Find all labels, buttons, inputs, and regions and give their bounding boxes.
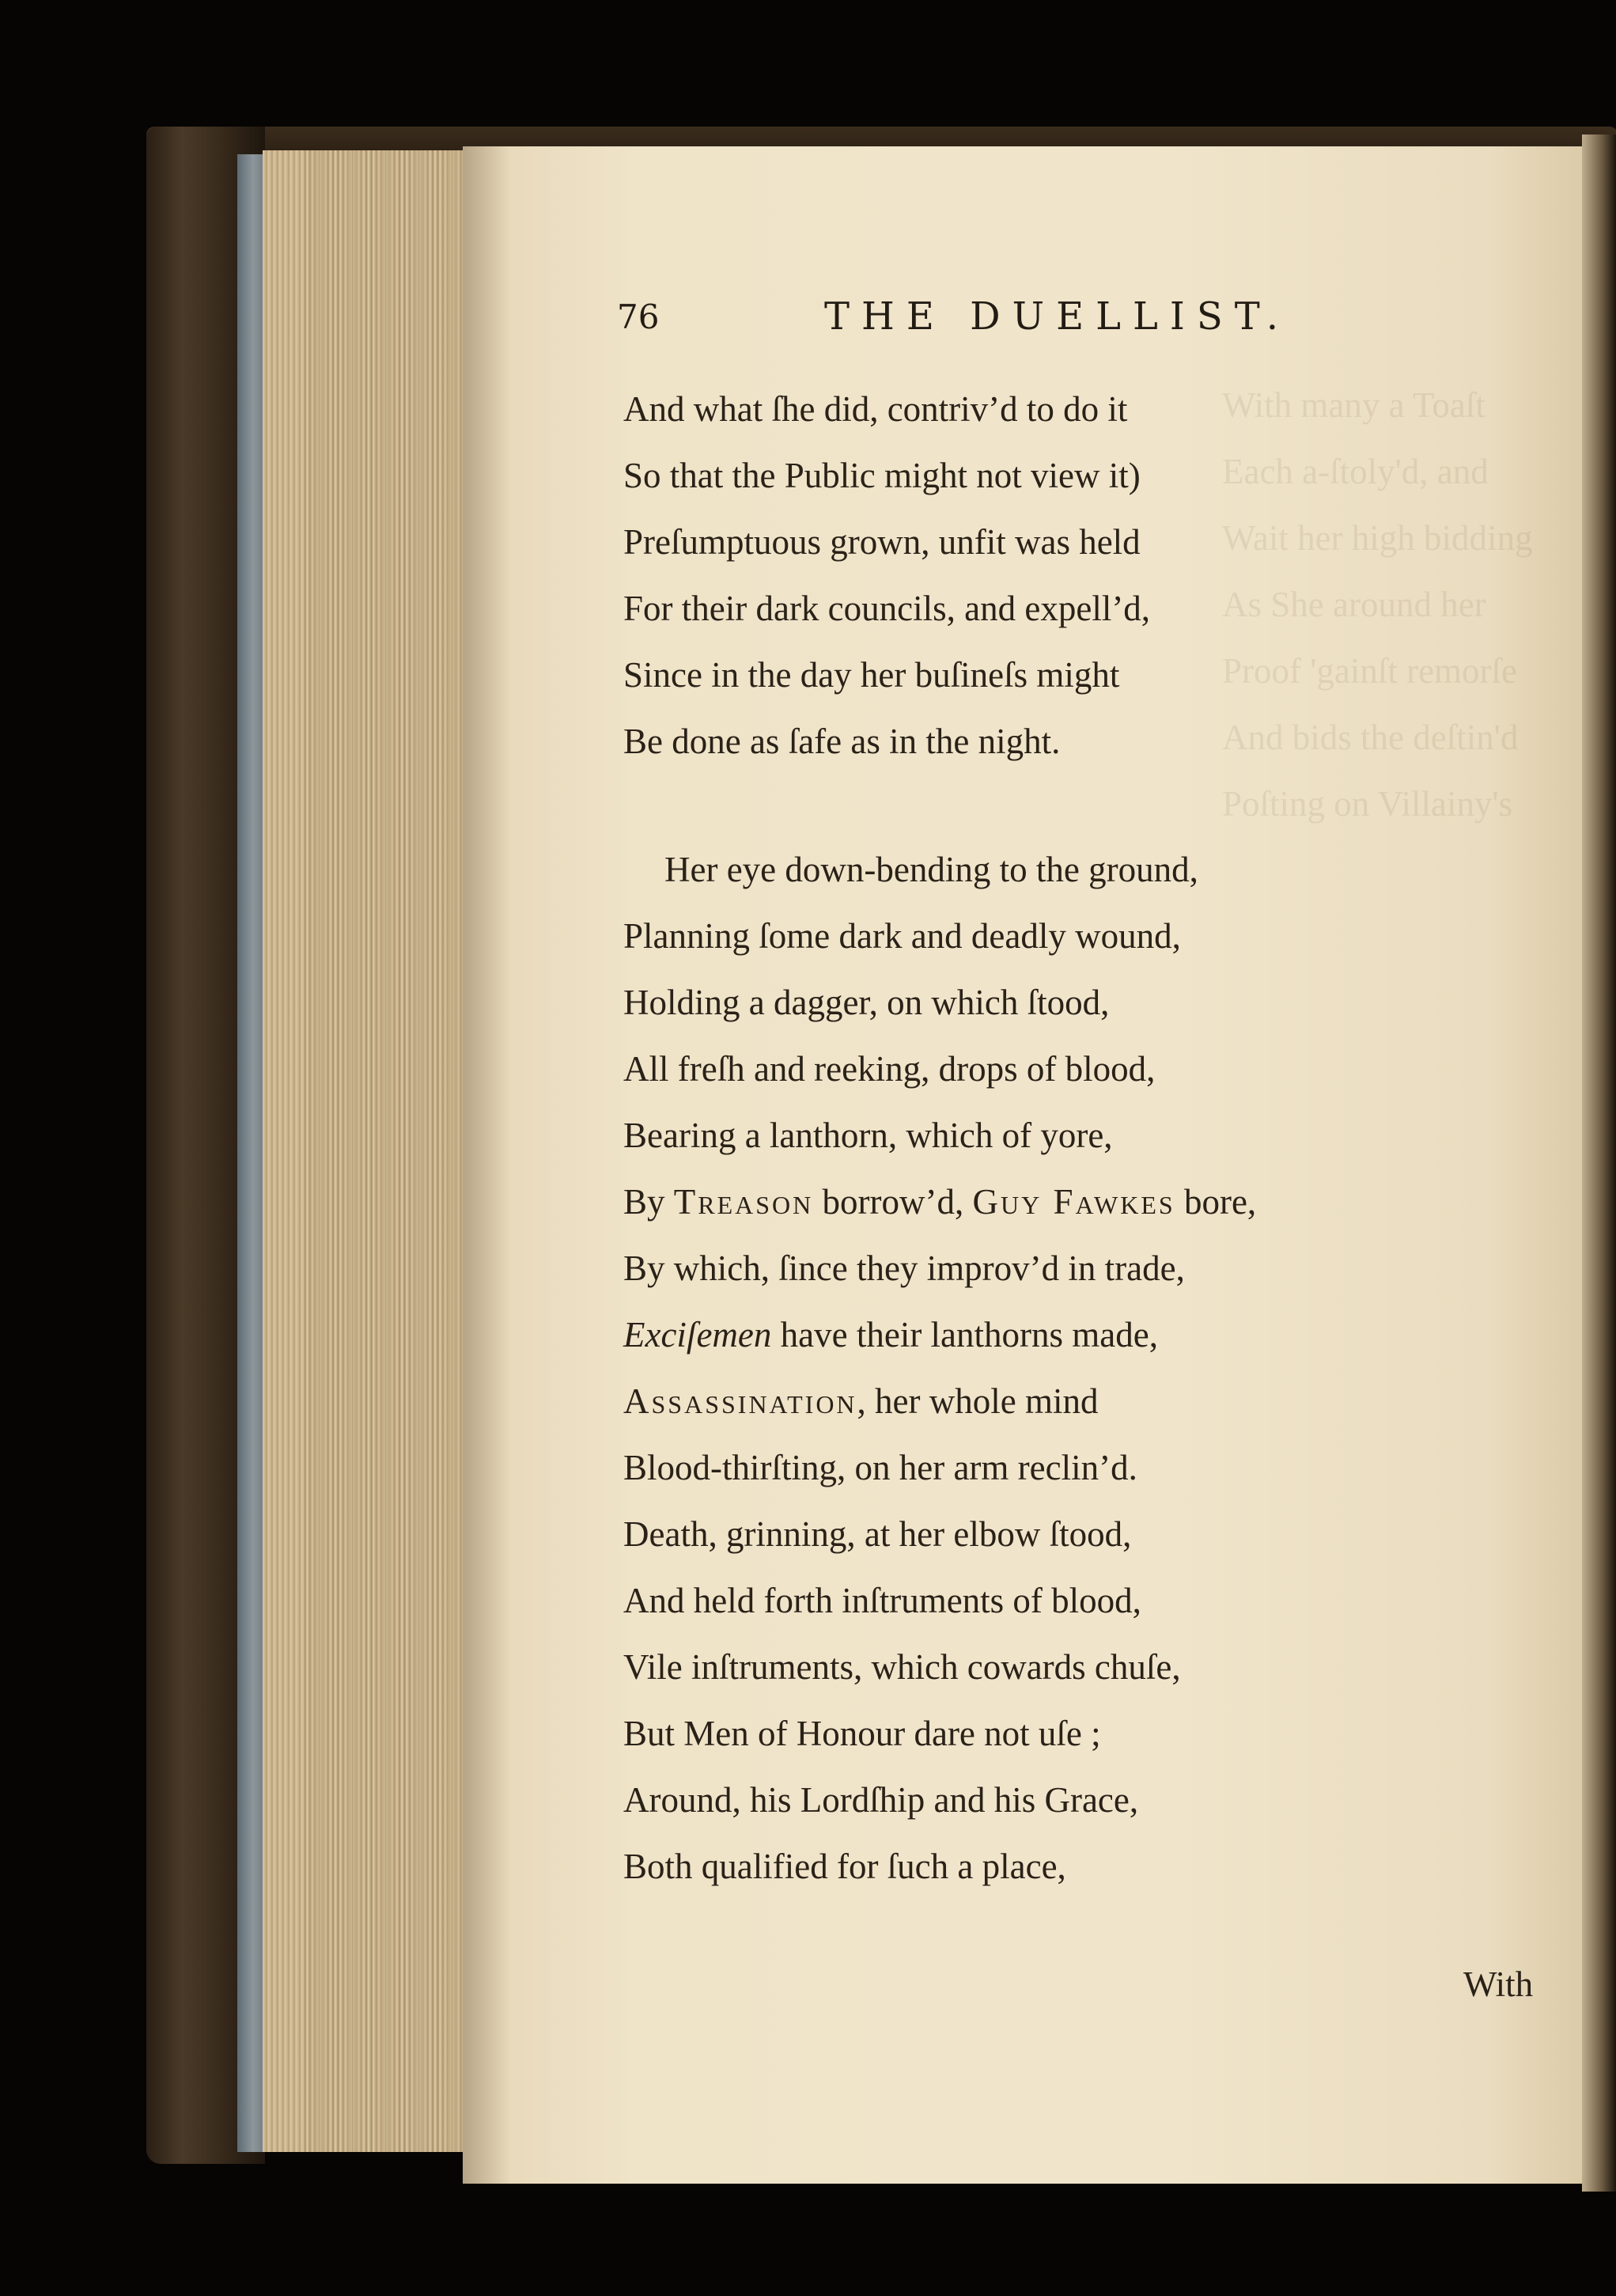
- show-through-text: With many a Toaſt Each a-ſtoly'd, and Wait her high bidding As She around her Proof 'gainſt remorſe And bids the deſtin'd Poſting on Villainy's: [1222, 385, 1533, 824]
- italic-word-excisemen: Exciſemen: [623, 1315, 772, 1354]
- poem-body: [623, 376, 1493, 1900]
- stanza-2: [623, 836, 1493, 1900]
- verse-line: [623, 1368, 1493, 1434]
- verse-line: Preſumptuous grown, unfit was held: [623, 522, 1141, 562]
- small-caps-name-treason: Treason: [673, 1182, 814, 1222]
- verse-line: Death, grinning, at her elbow ſtood,: [623, 1514, 1132, 1554]
- verse-line: [623, 1169, 1493, 1235]
- small-caps-name-assassination: Assassination: [623, 1381, 857, 1421]
- stanza-1: [623, 376, 1493, 775]
- verse-line: Since in the day her buſineſs might: [623, 655, 1120, 695]
- running-head: THE DUELLIST.: [824, 294, 1290, 339]
- verse-text: , her whole mind: [857, 1381, 1099, 1421]
- stanza-break: [623, 775, 1493, 836]
- verse-line: Planning ſome dark and deadly wound,: [623, 916, 1181, 956]
- verse-line: And what ſhe did, contriv’d to do it: [623, 389, 1128, 429]
- page-block-texture: [305, 150, 463, 2152]
- verse-text: By: [623, 1182, 674, 1222]
- small-caps-name-guy-fawkes: Guy Fawkes: [972, 1182, 1175, 1222]
- catchword: With: [1463, 1964, 1534, 2004]
- gutter-shadow: [463, 146, 510, 2184]
- page-number: 76: [617, 297, 660, 336]
- verse-line: [623, 1301, 1493, 1368]
- verse-text: have their lanthorns made,: [771, 1315, 1158, 1354]
- verse-line: Her eye down-bending to the ground,: [664, 850, 1198, 889]
- verse-line: So that the Public might not view it): [623, 456, 1141, 495]
- verse-line: All freſh and reeking, drops of blood,: [623, 1049, 1156, 1089]
- verse-line: For their dark councils, and expell’d,: [623, 589, 1151, 628]
- verse-line: But Men of Honour dare not uſe ;: [623, 1714, 1101, 1753]
- verse-text: bore,: [1175, 1182, 1257, 1222]
- verse-line: And held forth inſtruments of blood,: [623, 1581, 1141, 1620]
- verse-line: Blood-thirſting, on her arm reclin’d.: [623, 1448, 1137, 1487]
- verse-line: Both qualified for ſuch a place,: [623, 1847, 1066, 1886]
- verse-line: Holding a dagger, on which ſtood,: [623, 983, 1110, 1022]
- verse-line: Vile inſtruments, which cowards chuſe,: [623, 1647, 1181, 1687]
- verse-text: borrow’d,: [813, 1182, 973, 1222]
- verse-line: Bearing a lanthorn, which of yore,: [623, 1116, 1113, 1155]
- verse-line: Be done as ſafe as in the night.: [623, 722, 1061, 761]
- verse-line: Around, his Lordſhip and his Grace,: [623, 1780, 1139, 1820]
- page-header: [617, 294, 1408, 366]
- verse-line: By which, ſince they improv’d in trade,: [623, 1248, 1185, 1288]
